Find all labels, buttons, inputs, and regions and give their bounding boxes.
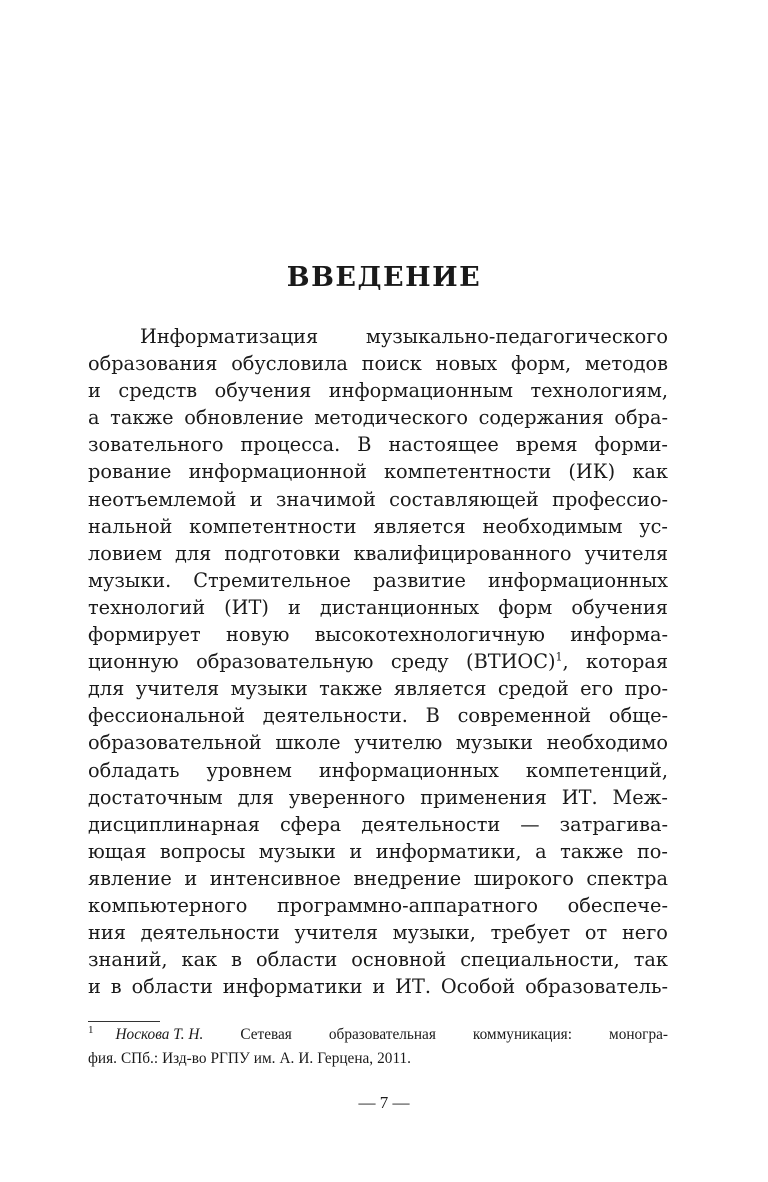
word: которая: [586, 650, 668, 674]
paragraph-line: [88, 729, 668, 756]
paragraph-line: [88, 919, 668, 946]
paragraph-line: [88, 784, 668, 811]
paragraph-line: [88, 892, 668, 919]
word: как: [632, 460, 668, 484]
word: профессио-: [552, 487, 668, 511]
paragraph-line: [88, 350, 668, 377]
word: информационным: [328, 379, 513, 403]
paragraph-line: [88, 648, 668, 675]
word: музыки.: [88, 568, 172, 592]
word: учителя: [294, 921, 378, 945]
word: обучения: [571, 595, 668, 619]
word: образователь-: [525, 975, 668, 999]
footnote-number: 1: [88, 1023, 94, 1036]
paragraph-line: [88, 675, 668, 702]
paragraph-line: [88, 323, 668, 350]
word: для: [88, 677, 125, 701]
word: достаточным: [88, 785, 223, 809]
footnote-divider: [88, 1021, 160, 1022]
word: и: [88, 379, 101, 403]
word: области: [131, 975, 213, 999]
word: внедрение: [353, 866, 462, 890]
word: методов: [584, 352, 668, 376]
word: фессиональной: [88, 704, 245, 728]
footnote-reference: 1: [555, 650, 563, 664]
word: ционную: [88, 650, 179, 674]
word: ния: [88, 921, 126, 945]
word: форми-: [594, 433, 668, 457]
word: про-: [624, 677, 668, 701]
paragraph-line: [88, 513, 668, 540]
word: ИТ.: [395, 975, 431, 999]
paragraph-line: [88, 377, 668, 404]
word: содержания: [478, 406, 604, 430]
paragraph-line: [88, 594, 668, 621]
word: необходимо: [546, 731, 668, 755]
word: компетентности: [189, 514, 357, 538]
word: форм: [498, 595, 553, 619]
word: его: [580, 677, 614, 701]
word: и: [372, 975, 386, 999]
word: компьютерного: [88, 893, 248, 917]
word: подготовки: [224, 541, 341, 565]
word: (ВТИОС)$^1$,: [466, 650, 569, 674]
word: Информатизация: [140, 325, 319, 348]
word: как: [181, 948, 218, 972]
word: явление: [88, 866, 172, 890]
word: и: [249, 487, 263, 511]
word: широкого: [473, 866, 574, 890]
word: И.: [298, 1049, 314, 1067]
word: него: [621, 921, 668, 945]
word: сфера: [279, 812, 342, 836]
word: обще-: [608, 704, 668, 728]
word: по-: [636, 839, 668, 863]
paragraph-line: [88, 838, 668, 865]
word: процесса.: [240, 433, 341, 457]
word: музыки: [258, 839, 336, 863]
word: образовательная: [328, 1026, 436, 1043]
word: образовательной: [88, 731, 262, 755]
word: В: [357, 433, 372, 457]
word: развитие: [372, 568, 466, 592]
word: новых: [435, 352, 498, 376]
paragraph-line: [88, 404, 668, 431]
word: деятельности: [361, 812, 501, 836]
word: обновление: [184, 406, 304, 430]
word: А.: [279, 1049, 295, 1067]
word: ющая: [88, 839, 147, 863]
word: а: [88, 406, 100, 430]
word: рование: [88, 460, 172, 484]
chapter-title: ВВЕДЕНИЕ: [286, 262, 482, 293]
word: значимой: [275, 487, 376, 511]
word: учителю: [354, 731, 443, 755]
word: информатики: [222, 975, 363, 999]
paragraph-line: [88, 946, 668, 973]
word: составляющей: [389, 487, 539, 511]
word: зовательного: [88, 433, 224, 457]
word: также: [560, 839, 624, 863]
word: образования: [88, 352, 218, 376]
word: Особой: [440, 975, 516, 999]
paragraph-line: [88, 811, 668, 838]
word: знаний,: [88, 948, 168, 972]
word: новую: [225, 623, 290, 647]
word: современной: [457, 704, 592, 728]
word: настоящее: [388, 433, 499, 457]
word: квалифицированного: [353, 541, 572, 565]
word: и: [287, 595, 301, 619]
word: необходимым: [482, 514, 623, 538]
word: для: [237, 785, 274, 809]
word: Сетевая: [240, 1026, 292, 1043]
paragraph-line: [88, 702, 668, 729]
word: так: [633, 948, 668, 972]
word: учителя: [584, 541, 668, 565]
word: спектра: [586, 866, 668, 890]
word: 2011.: [377, 1049, 411, 1067]
word: время: [515, 433, 578, 457]
paragraph-line: [88, 757, 668, 784]
word: программно-аппаратного: [276, 893, 539, 917]
word: для: [175, 541, 212, 565]
word: Герцена,: [317, 1049, 374, 1067]
word: технологий: [88, 595, 206, 619]
word: информационных: [487, 568, 668, 592]
word: и: [184, 866, 198, 890]
word: музыкально-педагогического: [365, 325, 668, 348]
word: учителя: [135, 677, 220, 701]
word: затрагива-: [559, 812, 668, 836]
word: также: [319, 677, 383, 701]
paragraph-line: [88, 567, 668, 594]
word: музыки: [230, 677, 308, 701]
footnote-author: Носкова Т. Н.: [115, 1026, 204, 1043]
word: является: [373, 514, 466, 538]
paragraph-line: [88, 431, 668, 458]
word: нальной: [88, 514, 173, 538]
word: музыки: [455, 731, 534, 755]
word: и: [349, 839, 363, 863]
word: информационной: [188, 460, 367, 484]
word: деятельности: [140, 921, 280, 945]
word: средой: [497, 677, 569, 701]
word: образовательную: [196, 650, 374, 674]
word: в: [110, 975, 122, 999]
word: специальности,: [460, 948, 620, 972]
word: методического: [314, 406, 468, 430]
word: ловием: [88, 541, 162, 565]
word: основной: [351, 948, 447, 972]
footnote-lead: [88, 1023, 203, 1047]
word: музыки,: [392, 921, 476, 945]
word: в: [231, 948, 242, 972]
word: применения: [420, 785, 547, 809]
word: ИТ.: [561, 785, 598, 809]
word: Меж-: [612, 785, 668, 809]
word: также: [110, 406, 174, 430]
word: РГПУ: [210, 1049, 250, 1067]
word: уверенного: [288, 785, 406, 809]
word: информатики,: [375, 839, 522, 863]
word: поиск: [361, 352, 422, 376]
word: высокотехнологичную: [314, 623, 545, 647]
word: области: [255, 948, 338, 972]
paragraph-line: [88, 540, 668, 567]
word: вопросы: [159, 839, 246, 863]
word: —: [520, 812, 540, 836]
word: деятельности.: [262, 704, 408, 728]
word: обра-: [614, 406, 668, 430]
word: и: [88, 975, 101, 999]
word: Стремительное: [193, 568, 351, 592]
paragraph-line: [88, 865, 668, 892]
word: В: [425, 704, 440, 728]
word: технологиям,: [530, 379, 668, 403]
word: информа-: [570, 623, 668, 647]
word: коммуникация:: [472, 1026, 572, 1043]
word: СПб.:: [120, 1049, 159, 1067]
word: от: [584, 921, 608, 945]
word: требует: [490, 921, 571, 945]
word: школе: [275, 731, 341, 755]
word: является: [393, 677, 487, 701]
footnote-line: [88, 1047, 668, 1071]
intro-paragraph: [88, 323, 668, 1000]
word: моногра-: [609, 1026, 668, 1043]
word: дистанционных: [319, 595, 480, 619]
word: компетентности: [383, 460, 552, 484]
word: дисциплинарная: [88, 812, 260, 836]
word: (ИК): [568, 460, 616, 484]
footnote-line: [88, 1023, 668, 1047]
paragraph-line: [88, 621, 668, 648]
word: а: [535, 839, 547, 863]
paragraph-line: [88, 486, 668, 513]
word: информационных: [318, 758, 499, 782]
word: ус-: [639, 514, 668, 538]
word: уровнем: [206, 758, 292, 782]
page-number: — 7 —: [358, 1093, 410, 1112]
paragraph-line: [88, 458, 668, 485]
word: им.: [253, 1049, 276, 1067]
word: неотъемлемой: [88, 487, 237, 511]
word: форм,: [510, 352, 572, 376]
paragraph-line: [88, 973, 668, 1000]
word: обучения: [214, 379, 312, 403]
word: (ИТ): [224, 595, 269, 619]
word: обусловила: [231, 352, 348, 376]
footnote: [88, 1023, 668, 1070]
word: фия.: [88, 1049, 117, 1067]
word: интенсивное: [209, 866, 341, 890]
word: компетенций,: [525, 758, 668, 782]
word: формирует: [88, 623, 201, 647]
word: средств: [118, 379, 198, 403]
word: обладать: [88, 758, 180, 782]
word: обеспече-: [567, 893, 668, 917]
word: среду: [390, 650, 449, 674]
word: Изд-во: [162, 1049, 207, 1067]
